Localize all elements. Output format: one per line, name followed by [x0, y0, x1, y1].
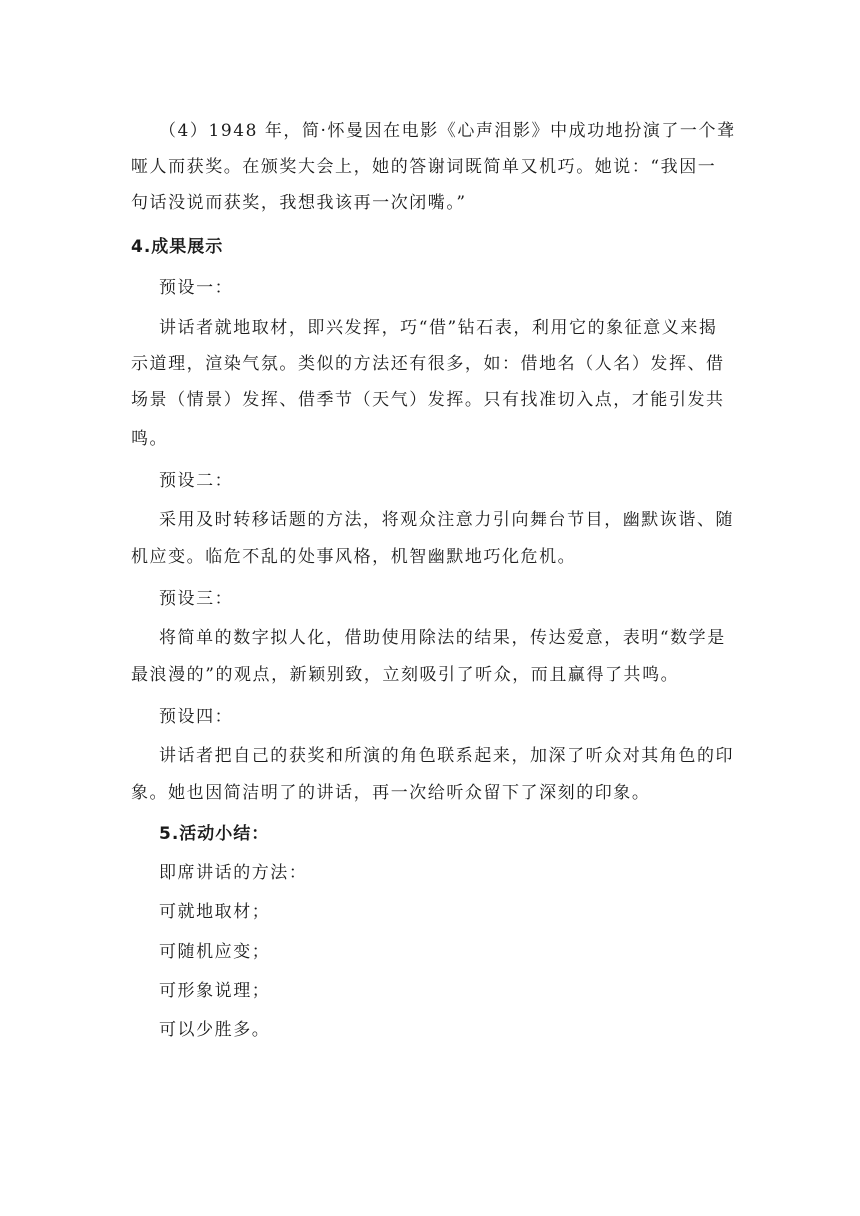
section-heading-results: 4.成果展示 [131, 237, 224, 257]
method-item-3: 可形象说理； [159, 981, 271, 1001]
preset-3-line-2: 最浪漫的”的观点，新颖别致，立刻吸引了听众，而且赢得了共鸣。 [131, 665, 680, 685]
preset-4-line-1: 讲话者把自己的获奖和所演的角色联系起来，加深了听众对其角色的印 [159, 746, 735, 766]
paragraph-4-line-2: 哑人而获奖。在颁奖大会上，她的答谢词既简单又机巧。她说：“我因一 [131, 157, 717, 177]
paragraph-4-line-1: （4）1948 年，简·怀曼因在电影《心声泪影》中成功地扮演了一个聋 [159, 121, 736, 141]
method-item-4: 可以少胜多。 [159, 1020, 271, 1040]
methods-intro: 即席讲话的方法： [159, 863, 308, 883]
preset-1-label: 预设一： [159, 278, 234, 298]
preset-1-line-3: 场景（情景）发挥、借季节（天气）发挥。只有找准切入点，才能引发共 [131, 390, 725, 410]
document-page [131, 0, 736, 1216]
method-item-2: 可随机应变； [159, 942, 271, 962]
preset-1-line-4: 鸣。 [131, 429, 169, 449]
section-heading-summary: 5.活动小结： [159, 824, 270, 844]
preset-4-line-2: 象。她也因简洁明了的讲话，再一次给听众留下了深刻的印象。 [131, 783, 651, 803]
preset-1-line-2: 示道理，渲染气氛。类似的方法还有很多，如：借地名（人名）发挥、借 [131, 354, 725, 374]
preset-4-label: 预设四： [159, 707, 234, 727]
preset-3-line-1: 将简单的数字拟人化，借助使用除法的结果，传达爱意，表明“数学是 [159, 628, 726, 648]
preset-2-line-2: 机应变。临危不乱的处事风格，机智幽默地巧化危机。 [131, 547, 577, 567]
preset-3-label: 预设三： [159, 589, 234, 609]
preset-2-label: 预设二： [159, 471, 234, 491]
paragraph-4-line-3: 句话没说而获奖，我想我该再一次闭嘴。” [131, 193, 467, 213]
method-item-1: 可就地取材； [159, 902, 271, 922]
preset-2-line-1: 采用及时转移话题的方法，将观众注意力引向舞台节目，幽默诙谐、随 [159, 510, 735, 530]
preset-1-line-1: 讲话者就地取材，即兴发挥，巧“借”钻石表，利用它的象征意义来揭 [159, 318, 718, 338]
